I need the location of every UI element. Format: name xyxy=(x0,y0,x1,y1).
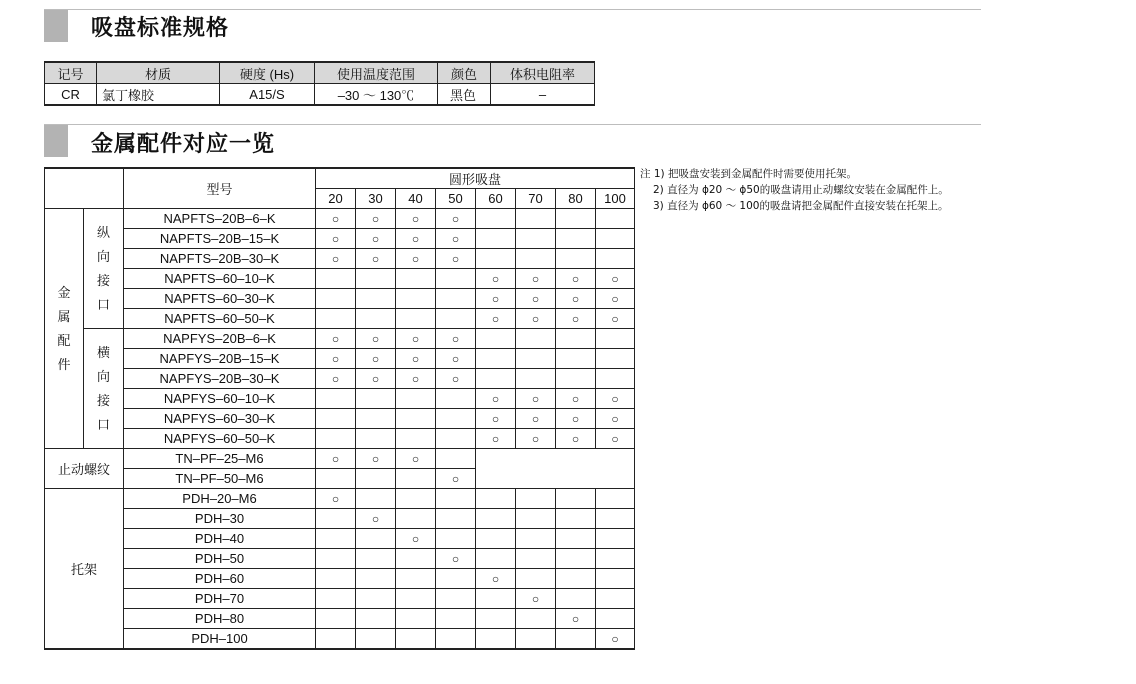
mark-cell: ○ xyxy=(596,309,635,329)
spec-cell: 氯丁橡胶 xyxy=(97,84,220,106)
mark-cell xyxy=(596,509,635,529)
table-row xyxy=(45,209,635,229)
mark-cell xyxy=(596,209,635,229)
model-cell: NAPFTS–20B–15–K xyxy=(124,229,316,249)
table-row xyxy=(45,369,635,389)
mark-cell: ○ xyxy=(356,329,396,349)
mark-cell xyxy=(556,509,596,529)
mark-cell xyxy=(556,529,596,549)
size-header-70: 70 xyxy=(516,189,556,209)
spec-table xyxy=(44,61,595,106)
mark-cell xyxy=(596,229,635,249)
mark-cell xyxy=(436,609,476,629)
mark-cell xyxy=(316,429,356,449)
mark-cell xyxy=(436,309,476,329)
mark-cell xyxy=(436,509,476,529)
mark-cell xyxy=(316,569,356,589)
spec-cell: A15/S xyxy=(220,84,315,106)
model-cell: NAPFYS–20B–30–K xyxy=(124,369,316,389)
label-char: 金 xyxy=(57,284,71,300)
spec-data-row xyxy=(45,84,595,106)
spec-cell: CR xyxy=(45,84,97,106)
model-cell: NAPFTS–20B–6–K xyxy=(124,209,316,229)
mark-cell xyxy=(476,489,516,509)
mark-cell: ○ xyxy=(556,429,596,449)
blank-cell xyxy=(476,449,635,489)
mark-cell xyxy=(356,289,396,309)
spec-header-cell: 颜色 xyxy=(438,62,491,84)
mark-cell: ○ xyxy=(316,349,356,369)
model-cell: PDH–60 xyxy=(124,569,316,589)
mark-cell: ○ xyxy=(396,529,436,549)
mark-cell xyxy=(476,629,516,650)
mark-cell xyxy=(396,569,436,589)
mark-cell xyxy=(316,269,356,289)
mark-cell xyxy=(556,209,596,229)
mark-cell: ○ xyxy=(396,449,436,469)
mark-cell xyxy=(516,229,556,249)
table-row xyxy=(45,249,635,269)
fitting-table xyxy=(44,167,635,650)
mark-cell: ○ xyxy=(556,389,596,409)
spec-header-cell: 硬度 (Hs) xyxy=(220,62,315,84)
note-1: 注 1) 把吸盘安装到金属配件时需要使用托架。 xyxy=(640,168,857,180)
table-row xyxy=(45,529,635,549)
sub-horizontal-label xyxy=(84,329,124,449)
label-char: 接 xyxy=(96,392,110,408)
mark-cell: ○ xyxy=(556,309,596,329)
model-cell: TN–PF–25–M6 xyxy=(124,449,316,469)
spec-header-row xyxy=(45,62,595,84)
mark-cell xyxy=(596,349,635,369)
mark-cell xyxy=(596,489,635,509)
mark-cell: ○ xyxy=(356,449,396,469)
table-row xyxy=(45,389,635,409)
mark-cell xyxy=(436,289,476,309)
mark-cell: ○ xyxy=(476,289,516,309)
model-cell: PDH–50 xyxy=(124,549,316,569)
mark-cell xyxy=(476,509,516,529)
mark-cell xyxy=(516,629,556,650)
vertical-label xyxy=(45,281,83,377)
table-row xyxy=(45,509,635,529)
mark-cell xyxy=(516,209,556,229)
mark-cell xyxy=(516,529,556,549)
mark-cell xyxy=(476,209,516,229)
mark-cell: ○ xyxy=(556,289,596,309)
size-header-50: 50 xyxy=(436,189,476,209)
mark-cell: ○ xyxy=(476,269,516,289)
label-char: 口 xyxy=(96,296,110,312)
mark-cell xyxy=(316,509,356,529)
mark-cell xyxy=(316,289,356,309)
table-row xyxy=(45,609,635,629)
mark-cell: ○ xyxy=(396,349,436,369)
mark-cell xyxy=(356,409,396,429)
mark-cell xyxy=(396,509,436,529)
label-char: 配 xyxy=(57,332,71,348)
model-cell: PDH–30 xyxy=(124,509,316,529)
mark-cell: ○ xyxy=(436,249,476,269)
mark-cell xyxy=(596,569,635,589)
note-2: 2) 直径为 ϕ20 ～ ϕ50的吸盘请用止动螺纹安装在金属配件上。 xyxy=(653,184,949,196)
mark-cell xyxy=(356,589,396,609)
label-char: 横 xyxy=(96,344,110,360)
model-cell: PDH–40 xyxy=(124,529,316,549)
mark-cell xyxy=(396,469,436,489)
mark-cell: ○ xyxy=(516,389,556,409)
mark-cell xyxy=(436,589,476,609)
mark-cell: ○ xyxy=(356,209,396,229)
label-char: 件 xyxy=(57,356,71,372)
notes xyxy=(640,166,949,214)
mark-cell xyxy=(356,549,396,569)
mark-cell xyxy=(516,349,556,369)
mark-cell: ○ xyxy=(436,349,476,369)
mark-cell xyxy=(476,369,516,389)
label-char: 纵 xyxy=(96,224,110,240)
mark-cell: ○ xyxy=(516,289,556,309)
group-stop-label: 止动螺纹 xyxy=(45,449,124,489)
mark-cell: ○ xyxy=(356,249,396,269)
mark-cell: ○ xyxy=(436,469,476,489)
mark-cell xyxy=(316,549,356,569)
mark-cell xyxy=(356,269,396,289)
mark-cell xyxy=(436,449,476,469)
mark-cell: ○ xyxy=(356,369,396,389)
spec-header-cell: 体积电阻率 xyxy=(491,62,595,84)
mark-cell xyxy=(356,489,396,509)
mark-cell xyxy=(436,629,476,650)
mark-cell: ○ xyxy=(556,609,596,629)
mark-cell xyxy=(316,609,356,629)
mark-cell xyxy=(316,389,356,409)
vertical-label xyxy=(84,341,123,437)
mark-cell: ○ xyxy=(436,549,476,569)
model-cell: NAPFTS–60–50–K xyxy=(124,309,316,329)
mark-cell: ○ xyxy=(396,369,436,389)
spec-cell: – xyxy=(491,84,595,106)
mark-cell: ○ xyxy=(436,229,476,249)
sub-vertical-label xyxy=(84,209,124,329)
mark-cell xyxy=(596,329,635,349)
mark-cell xyxy=(316,469,356,489)
mark-cell xyxy=(556,369,596,389)
mark-cell xyxy=(396,589,436,609)
mark-cell xyxy=(356,629,396,650)
mark-cell: ○ xyxy=(596,269,635,289)
group-bracket-label: 托架 xyxy=(45,489,124,650)
section2-marker xyxy=(44,125,68,157)
mark-cell: ○ xyxy=(556,409,596,429)
mark-cell xyxy=(396,489,436,509)
mark-cell: ○ xyxy=(316,369,356,389)
mark-cell xyxy=(476,529,516,549)
mark-cell xyxy=(596,369,635,389)
mark-cell: ○ xyxy=(516,309,556,329)
section1-title: 吸盘标准规格 xyxy=(91,16,230,41)
table-row xyxy=(45,589,635,609)
mark-cell xyxy=(396,409,436,429)
mark-cell xyxy=(596,589,635,609)
table-row xyxy=(45,329,635,349)
table-row xyxy=(45,429,635,449)
mark-cell: ○ xyxy=(596,429,635,449)
spec-cell: –30 ～ 130℃ xyxy=(315,84,438,106)
vertical-label xyxy=(84,221,123,317)
mark-cell: ○ xyxy=(396,209,436,229)
table-row xyxy=(45,489,635,509)
mark-cell xyxy=(596,529,635,549)
mark-cell xyxy=(316,589,356,609)
mark-cell xyxy=(556,549,596,569)
mark-cell xyxy=(476,229,516,249)
mark-cell xyxy=(396,309,436,329)
mark-cell xyxy=(596,609,635,629)
mark-cell: ○ xyxy=(436,329,476,349)
mark-cell: ○ xyxy=(396,329,436,349)
size-header-30: 30 xyxy=(356,189,396,209)
section1-marker xyxy=(44,10,68,42)
mark-cell xyxy=(556,589,596,609)
mark-cell xyxy=(516,549,556,569)
mark-cell xyxy=(436,569,476,589)
mark-cell xyxy=(556,489,596,509)
mark-cell xyxy=(316,409,356,429)
mark-cell: ○ xyxy=(396,249,436,269)
header-row-1 xyxy=(45,168,635,189)
model-cell: TN–PF–50–M6 xyxy=(124,469,316,489)
mark-cell xyxy=(396,549,436,569)
mark-cell xyxy=(356,569,396,589)
model-header: 型号 xyxy=(124,168,316,209)
mark-cell: ○ xyxy=(516,429,556,449)
mark-cell xyxy=(316,629,356,650)
model-cell: PDH–80 xyxy=(124,609,316,629)
size-header-40: 40 xyxy=(396,189,436,209)
mark-cell: ○ xyxy=(476,429,516,449)
mark-cell xyxy=(516,509,556,529)
size-header-100: 100 xyxy=(596,189,635,209)
mark-cell: ○ xyxy=(436,209,476,229)
table-row xyxy=(45,569,635,589)
mark-cell: ○ xyxy=(516,589,556,609)
mark-cell: ○ xyxy=(596,629,635,650)
mark-cell xyxy=(396,629,436,650)
mark-cell xyxy=(396,389,436,409)
table-row xyxy=(45,449,635,469)
mark-cell: ○ xyxy=(356,349,396,369)
mark-cell: ○ xyxy=(516,409,556,429)
section1-rule xyxy=(44,9,981,10)
mark-cell xyxy=(516,249,556,269)
mark-cell: ○ xyxy=(316,449,356,469)
mark-cell: ○ xyxy=(596,409,635,429)
mark-cell: ○ xyxy=(476,309,516,329)
mark-cell: ○ xyxy=(556,269,596,289)
mark-cell xyxy=(356,389,396,409)
table-row xyxy=(45,629,635,650)
table-row xyxy=(45,349,635,369)
mark-cell xyxy=(516,329,556,349)
mark-cell xyxy=(476,549,516,569)
mark-cell xyxy=(396,269,436,289)
mark-cell xyxy=(396,289,436,309)
model-cell: NAPFTS–60–10–K xyxy=(124,269,316,289)
label-char: 接 xyxy=(96,272,110,288)
mark-cell xyxy=(356,429,396,449)
model-cell: PDH–20–M6 xyxy=(124,489,316,509)
mark-cell: ○ xyxy=(516,269,556,289)
mark-cell xyxy=(556,349,596,369)
mark-cell xyxy=(476,589,516,609)
mark-cell xyxy=(476,609,516,629)
spec-header-cell: 使用温度范围 xyxy=(315,62,438,84)
mark-cell xyxy=(436,529,476,549)
mark-cell xyxy=(436,409,476,429)
model-cell: NAPFYS–20B–6–K xyxy=(124,329,316,349)
table-row xyxy=(45,269,635,289)
mark-cell xyxy=(356,529,396,549)
mark-cell xyxy=(556,629,596,650)
mark-cell xyxy=(356,469,396,489)
table-row xyxy=(45,289,635,309)
mark-cell xyxy=(516,489,556,509)
mark-cell: ○ xyxy=(356,509,396,529)
spec-header-cell: 记号 xyxy=(45,62,97,84)
spec-header-cell: 材质 xyxy=(97,62,220,84)
mark-cell xyxy=(476,349,516,369)
mark-cell xyxy=(556,569,596,589)
model-cell: NAPFYS–60–10–K xyxy=(124,389,316,409)
corner-cell xyxy=(45,168,124,209)
mark-cell xyxy=(396,609,436,629)
mark-cell: ○ xyxy=(316,489,356,509)
model-cell: NAPFTS–60–30–K xyxy=(124,289,316,309)
mark-cell xyxy=(516,369,556,389)
mark-cell xyxy=(436,389,476,409)
mark-cell xyxy=(436,429,476,449)
mark-cell xyxy=(516,569,556,589)
mark-cell xyxy=(356,609,396,629)
fitting-table-body xyxy=(45,168,635,649)
model-cell: NAPFYS–60–50–K xyxy=(124,429,316,449)
mark-cell xyxy=(556,229,596,249)
group-metal-label xyxy=(45,209,84,449)
section2-rule xyxy=(44,124,981,125)
mark-cell: ○ xyxy=(356,229,396,249)
mark-cell xyxy=(556,329,596,349)
pad-header: 圆形吸盘 xyxy=(316,168,635,189)
mark-cell xyxy=(436,489,476,509)
mark-cell: ○ xyxy=(316,229,356,249)
mark-cell xyxy=(476,329,516,349)
mark-cell xyxy=(516,609,556,629)
mark-cell: ○ xyxy=(476,569,516,589)
section2-title: 金属配件对应一览 xyxy=(91,132,276,157)
model-cell: NAPFYS–60–30–K xyxy=(124,409,316,429)
mark-cell: ○ xyxy=(596,389,635,409)
table-row xyxy=(45,549,635,569)
mark-cell: ○ xyxy=(596,289,635,309)
mark-cell xyxy=(396,429,436,449)
model-cell: PDH–70 xyxy=(124,589,316,609)
mark-cell: ○ xyxy=(436,369,476,389)
mark-cell: ○ xyxy=(316,329,356,349)
mark-cell xyxy=(596,549,635,569)
mark-cell: ○ xyxy=(316,209,356,229)
mark-cell xyxy=(316,529,356,549)
mark-cell: ○ xyxy=(316,249,356,269)
note-3: 3) 直径为 ϕ60 ～ 100的吸盘请把金属配件直接安装在托架上。 xyxy=(653,200,949,212)
label-char: 属 xyxy=(57,308,71,324)
table-row xyxy=(45,229,635,249)
size-header-20: 20 xyxy=(316,189,356,209)
mark-cell: ○ xyxy=(396,229,436,249)
model-cell: NAPFYS–20B–15–K xyxy=(124,349,316,369)
mark-cell xyxy=(476,249,516,269)
model-cell: PDH–100 xyxy=(124,629,316,650)
mark-cell: ○ xyxy=(476,389,516,409)
mark-cell xyxy=(436,269,476,289)
model-cell: NAPFTS–20B–30–K xyxy=(124,249,316,269)
spec-cell: 黑色 xyxy=(438,84,491,106)
mark-cell xyxy=(596,249,635,269)
label-char: 向 xyxy=(96,368,110,384)
label-char: 口 xyxy=(96,416,110,432)
mark-cell: ○ xyxy=(476,409,516,429)
mark-cell xyxy=(556,249,596,269)
label-char: 向 xyxy=(96,248,110,264)
table-row xyxy=(45,309,635,329)
mark-cell xyxy=(316,309,356,329)
mark-cell xyxy=(356,309,396,329)
size-header-80: 80 xyxy=(556,189,596,209)
table-row xyxy=(45,409,635,429)
size-header-60: 60 xyxy=(476,189,516,209)
